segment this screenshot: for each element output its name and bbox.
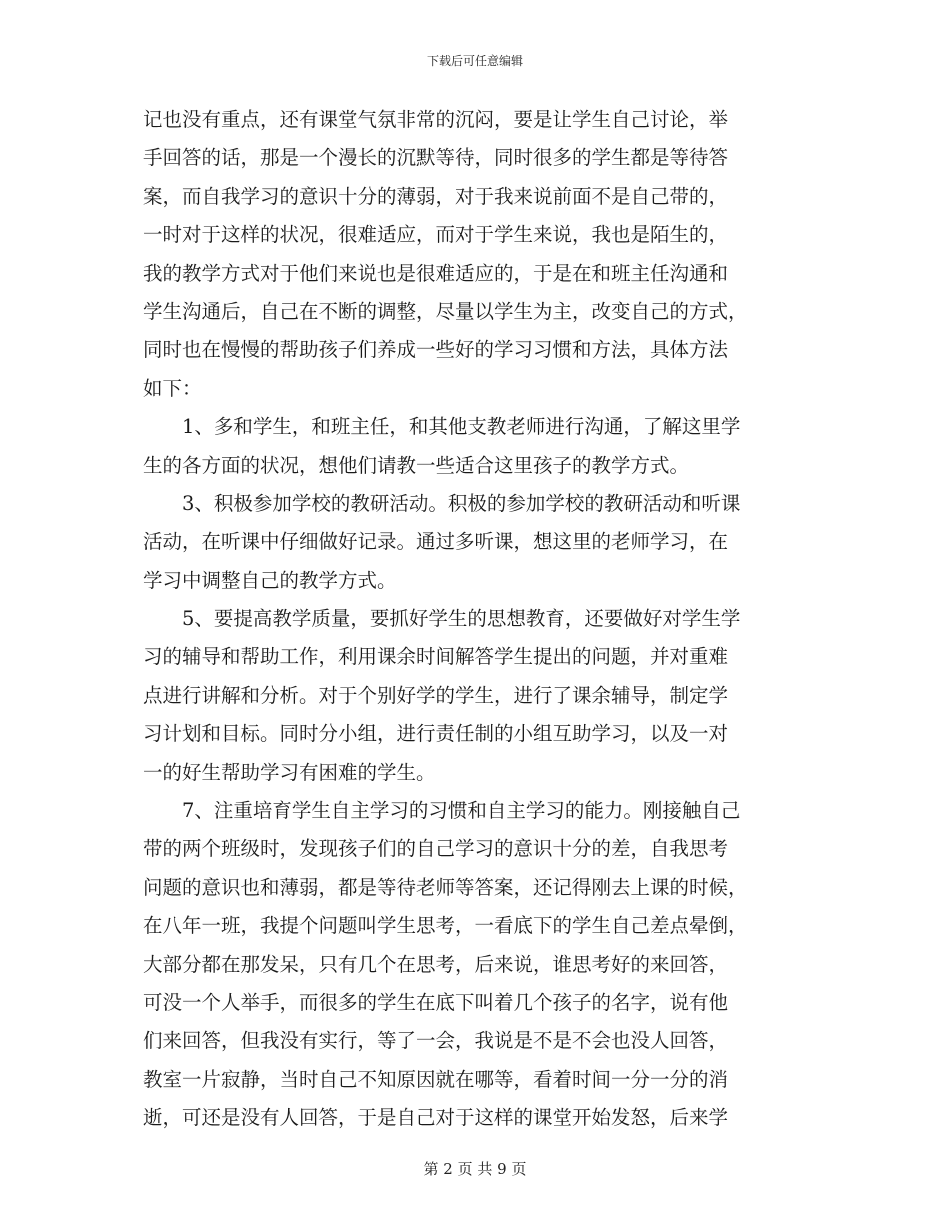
text-line: 学生沟通后，自己在不断的调整，尽量以学生为主，改变自己的方式， (143, 299, 748, 323)
text-line: 1、多和学生，和班主任，和其他支教老师进行沟通，了解这里学 (143, 415, 741, 439)
text-line: 问题的意识也和薄弱，都是等待老师等答案，还记得刚去上课的时候， (143, 875, 748, 899)
text-line: 活动，在听课中仔细做好记录。通过多听课，想这里的老师学习，在 (143, 530, 729, 554)
text-line: 习计划和目标。同时分小组，进行责任制的小组互助学习，以及一对 (143, 722, 729, 746)
text-line: 7、注重培育学生自主学习的习惯和自主学习的能力。刚接触自己 (143, 799, 741, 823)
text-line: 大部分都在那发呆，只有几个在思考，后来说，谁思考好的来回答， (143, 952, 729, 976)
text-line: 生的各方面的状况，想他们请教一些适合这里孩子的教学方式。 (143, 453, 690, 477)
text-line: 一的好生帮助学习有困难的学生。 (143, 760, 436, 784)
text-line: 5、要提高教学质量，要抓好学生的思想教育，还要做好对学生学 (143, 607, 741, 631)
text-line: 一时对于这样的状况，很难适应，而对于学生来说，我也是陌生的， (143, 223, 729, 247)
body-text (143, 101, 808, 1138)
text-line: 点进行讲解和分析。对于个别好学的学生，进行了课余辅导，制定学 (143, 683, 729, 707)
text-line: 同时也在慢慢的帮助孩子们养成一些好的学习习惯和方法，具体方法 (143, 338, 729, 362)
text-line: 逝，可还是没有人回答，于是自己对于这样的课堂开始发怒，后来学 (143, 1106, 729, 1130)
page-header: 下载后可任意编辑 (426, 54, 523, 68)
text-line: 记也没有重点，还有课堂气氛非常的沉闷，要是让学生自己讨论，举 (143, 108, 729, 131)
text-line: 习的辅导和帮助工作，利用课余时间解答学生提出的问题，并对重难 (143, 645, 729, 669)
text-line: 们来回答，但我没有实行，等了一会，我说是不是不会也没人回答， (143, 1029, 729, 1053)
text-line: 学习中调整自己的教学方式。 (143, 568, 397, 592)
text-line: 教室一片寂静，当时自己不知原因就在哪等，看着时间一分一分的消 (143, 1067, 729, 1091)
text-line: 带的两个班级时，发现孩子们的自己学习的意识十分的差，自我思考 (143, 837, 729, 861)
text-line: 可没一个人举手，而很多的学生在底下叫着几个孩子的名字，说有他 (143, 990, 729, 1014)
text-line: 案，而自我学习的意识十分的薄弱，对于我来说前面不是自己带的， (143, 184, 729, 208)
text-line: 在八年一班，我提个问题叫学生思考，一看底下的学生自己差点晕倒， (143, 914, 748, 938)
text-line: 如下： (143, 376, 202, 400)
page-footer: 第 2 页 共 9 页 (423, 1160, 527, 1178)
text-line: 手回答的话，那是一个漫长的沉默等待，同时很多的学生都是等待答 (143, 146, 729, 170)
text-line: 3、积极参加学校的教研活动。积极的参加学校的教研活动和听课 (143, 491, 741, 515)
text-line: 我的教学方式对于他们来说也是很难适应的，于是在和班主任沟通和 (143, 261, 729, 285)
